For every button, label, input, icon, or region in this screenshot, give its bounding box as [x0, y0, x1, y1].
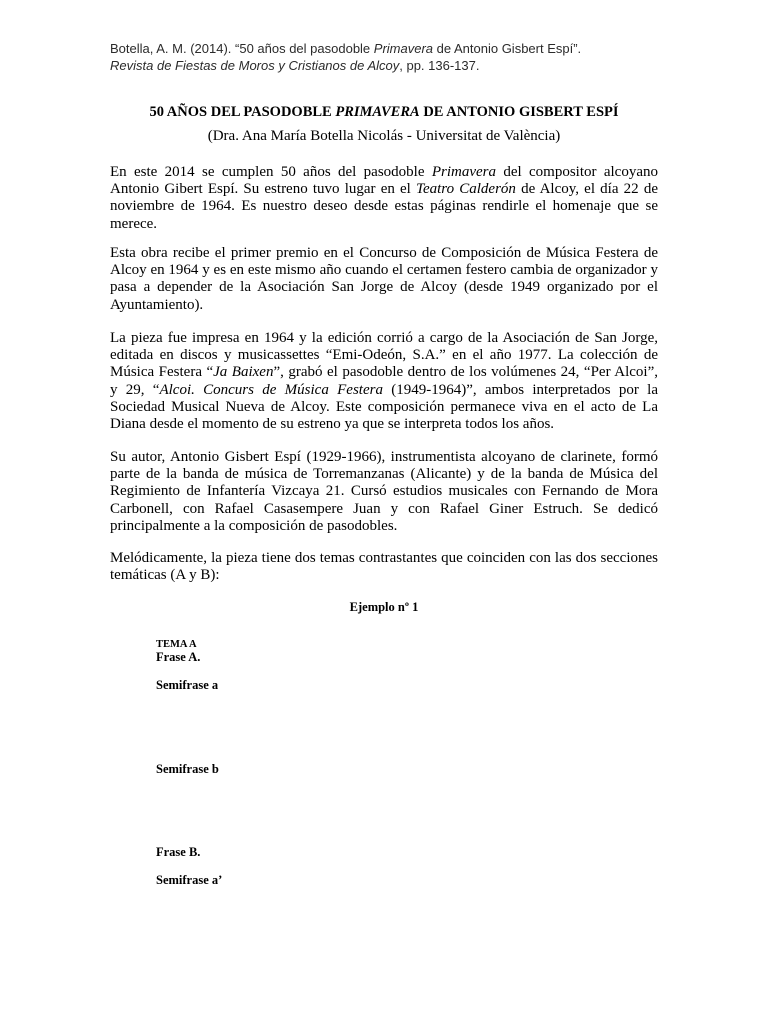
paragraph-4: Su autor, Antonio Gisbert Espí (1929-1966), instrumentista alcoyano de clarinete, formó parte de la banda de música de Torremanzanas (Alicante) y de la banda de Música del Regimiento de Infantería Vizcaya 21. Cursó estudios musicales con Fernando de Mora Carbonell, con Rafael Casasempere Juan y con Rafael Giner Estruch. Se dedicó principalmente a la composición de pasodobles. [110, 449, 658, 534]
p3-text-e: (1949-1964)”, ambos interpretados por la Sociedad Musical Nueva de Alcoy. Este composición permanece viva en el acto de La Diana desde el momento de su estreno ya que se interpreta todos los años. [110, 381, 658, 433]
paragraph-2: Esta obra recibe el primer premio en el Concurso de Composición de Música Festera de Alcoy en 1964 y es en este mismo año cuando el certamen festero cambia de organizador y pasa a depender de la Asociación San Jorge de Alcoy (desde 1949 organizado por el Ayuntamiento). [110, 245, 658, 313]
citation-journal: Revista de Fiestas de Moros y Cristianos de Alcoy [110, 57, 400, 73]
paragraph-5: Melódicamente, la pieza tiene dos temas contrastantes que coinciden con las dos secciones temáticas (A y B): [110, 550, 658, 584]
frase-b-label: Frase B. [156, 845, 201, 859]
title-suffix: DE ANTONIO GISBERT ESPÍ [419, 104, 619, 120]
p1-italic-d: Teatro Calderón [416, 181, 516, 198]
semifrase-a-prime-label: Semifrase a’ [156, 873, 223, 887]
author-line: (Dra. Ana María Botella Nicolás - Universitat de València) [207, 128, 561, 144]
citation-title-end: de Antonio Gisbert Espí”. [433, 41, 582, 56]
citation-pages: , pp. 136-137. [399, 57, 480, 73]
p3-italic-b: Ja Baixen [213, 364, 274, 381]
paragraph-1 [110, 164, 658, 233]
p3-text-c: ”, grabó el pasodoble dentro de los volúmenes 24, “Per Alcoi”, y 29, “ [110, 364, 658, 398]
citation-header [110, 41, 670, 74]
p1-text-e: de Alcoy, el día 22 de noviembre de 1964. Es nuestro deseo desde estas páginas rendirle el homenaje que se merece. [110, 181, 658, 232]
page-title [110, 103, 658, 121]
p1-italic-b: Primavera [431, 164, 496, 180]
semifrase-b-label: Semifrase b [156, 762, 219, 776]
citation-work-title: Primavera [373, 41, 434, 56]
title-italic: PRIMAVERA [335, 104, 420, 120]
p1-text-c: del compositor alcoyano Antonio Gibert Espí. Su estreno tuvo lugar en el [110, 164, 658, 198]
frase-a-label: Frase A. [156, 650, 201, 664]
title-prefix: 50 AÑOS DEL PASODOBLE [149, 104, 336, 120]
semifrase-a-label: Semifrase a [156, 678, 219, 692]
citation-authors-title: Botella, A. M. (2014). “50 años del pasodoble [110, 41, 374, 56]
p3-italic-d: Alcoi. Concurs de Música Festera [159, 381, 383, 398]
p3-text-a: La pieza fue impresa en 1964 y la edición corrió a cargo de la Asociación de San Jorge, editada en discos y musicassettes “Emi-Odeón, S.A.” en el año 1977. La colección de Música Festera “ [110, 330, 658, 381]
p1-text-a: En este 2014 se cumplen 50 años del pasodoble [110, 164, 432, 180]
paragraph-3 [110, 330, 658, 433]
example-title: Ejemplo nº 1 [349, 600, 419, 614]
tema-a-label: TEMA A [156, 639, 197, 650]
